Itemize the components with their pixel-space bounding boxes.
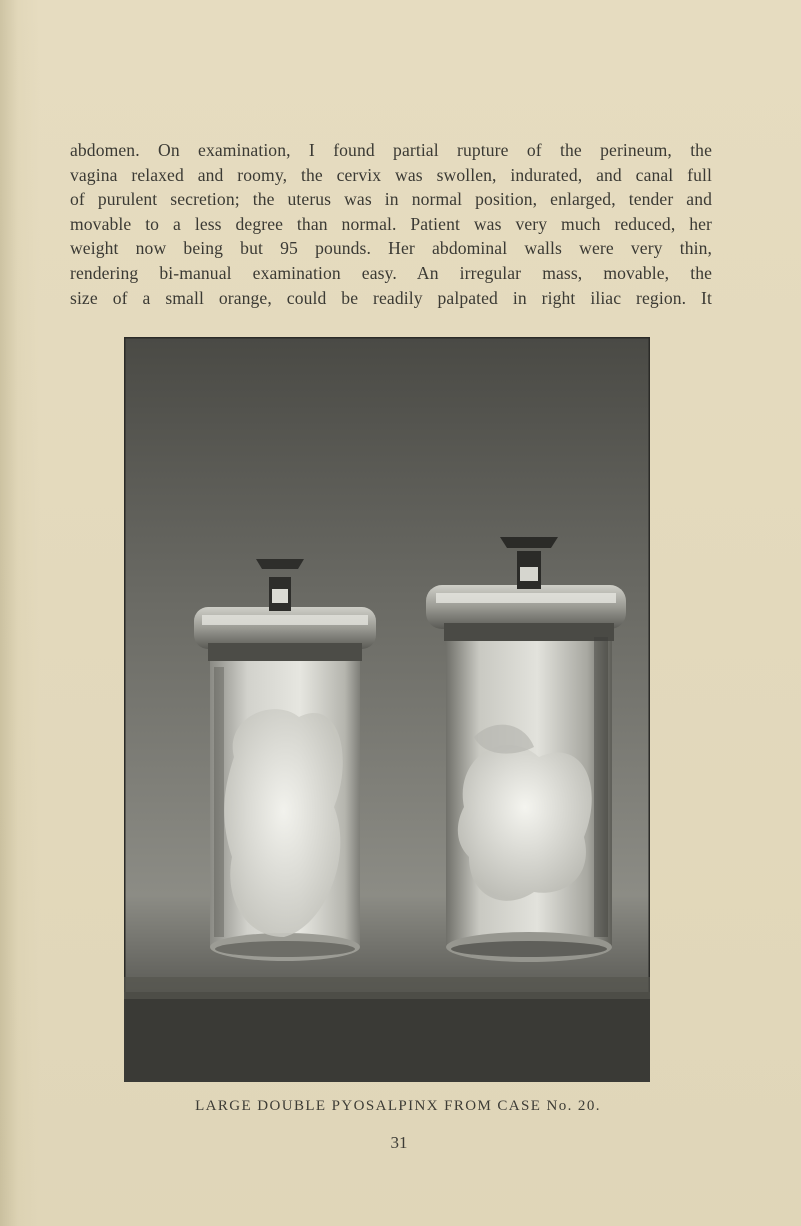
body-line: weight now being but 95 pounds. Her abdominal walls were very thin, <box>70 238 712 259</box>
body-line: movable to a less degree than normal. Patient was very much reduced, her <box>70 213 712 234</box>
plate-caption: LARGE DOUBLE PYOSALPINX FROM CASE No. 20. <box>195 1098 601 1114</box>
body-line: rendering bi-manual examination easy. An irregular mass, movable, the <box>70 262 712 283</box>
page-number: 31 <box>390 1133 408 1152</box>
body-line: abdomen. On examination, I found partial rupture of the perineum, the <box>70 140 712 160</box>
body-line: of purulent secretion; the uterus was in normal position, enlarged, tender and <box>70 189 712 210</box>
body-paragraph <box>70 138 712 310</box>
specimen-photograph <box>124 337 650 1082</box>
body-line: vagina relaxed and roomy, the cervix was swollen, indurated, and canal full <box>70 164 712 185</box>
body-line: size of a small orange, could be readily palpated in right iliac region. It <box>70 287 712 308</box>
